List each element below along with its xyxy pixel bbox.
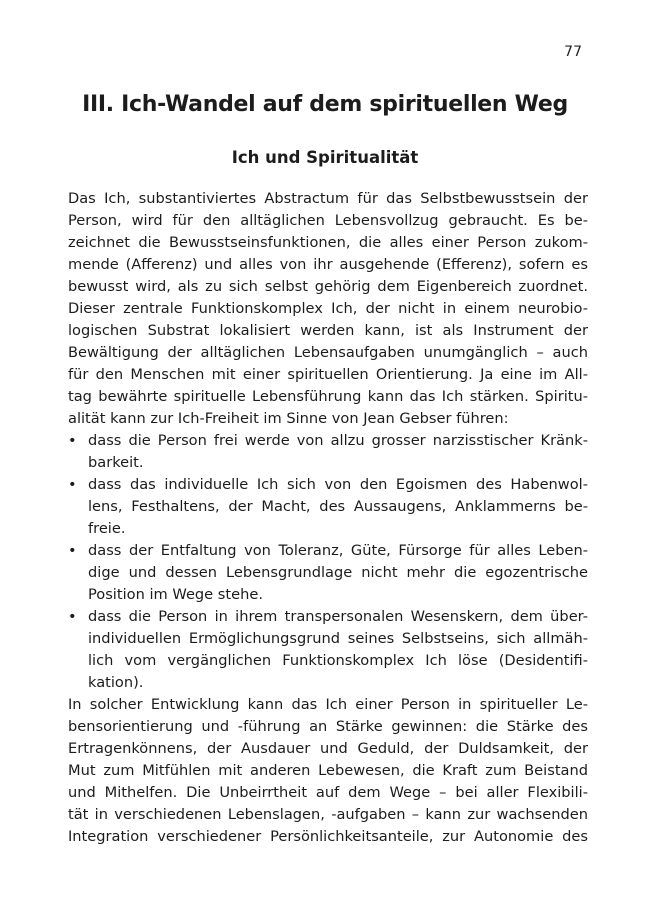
page-number: 77: [564, 44, 582, 60]
paragraph-line: Das Ich, substantiviertes Abstractum für das Selbstbewusstsein der: [68, 190, 588, 207]
list-line: freie.: [88, 520, 126, 537]
paragraph-line: für den Menschen mit einer spirituellen Orientierung. Ja eine im All-: [68, 366, 588, 383]
paragraph-line: Dieser zentrale Funktionskomplex Ich, der nicht in einem neurobio-: [68, 300, 588, 317]
paragraph-line: bewusst wird, als zu sich selbst gehörig dem Eigenbereich zuordnet.: [68, 278, 588, 295]
paragraph-line: tag bewährte spirituelle Lebensführung kann das Ich stärken. Spiritu-: [68, 388, 588, 405]
paragraph-line: und Mithelfen. Die Unbeirrtheit auf dem Wege – bei aller Flexibili-: [68, 784, 588, 801]
bullet-icon: •: [68, 608, 77, 625]
paragraph-line: tät in verschiedenen Lebenslagen, -aufgaben – kann zur wachsenden: [68, 806, 588, 823]
list-line: dige und dessen Lebensgrundlage nicht mehr die egozentrische: [88, 564, 588, 581]
paragraph-line: bensorientierung und -führung an Stärke gewinnen: die Stärke des: [68, 718, 588, 735]
list-item: [68, 540, 588, 606]
list-line-text: dass die Person frei werde von allzu grosser narzisstischer Kränk-: [88, 432, 588, 449]
bullet-list: [68, 430, 588, 694]
list-line: kation).: [88, 674, 144, 691]
list-line: [68, 540, 588, 562]
paragraph-line: Person, wird für den alltäglichen Lebensvollzug gebraucht. Es be-: [68, 212, 588, 229]
paragraph-line: In solcher Entwicklung kann das Ich einer Person in spiritueller Le-: [68, 696, 588, 713]
bullet-icon: •: [68, 476, 77, 493]
paragraph-intro: [68, 188, 588, 430]
list-line-text: dass das individuelle Ich sich von den Egoismen des Habenwol-: [88, 476, 588, 493]
paragraph-line: Bewältigung der alltäglichen Lebensaufgaben unumgänglich – auch: [68, 344, 588, 361]
paragraph-line: alität kann zur Ich-Freiheit im Sinne von Jean Gebser führen:: [68, 410, 509, 427]
paragraph-line: Integration verschiedener Persönlichkeitsanteile, zur Autonomie des: [68, 828, 588, 845]
paragraph-line: mende (Afferenz) und alles von ihr ausgehende (Efferenz), sofern es: [68, 256, 588, 273]
list-item: [68, 474, 588, 540]
bullet-icon: •: [68, 432, 77, 449]
section-title: Ich und Spiritualität: [231, 148, 419, 167]
paragraph-line: Mut zum Mitfühlen mit anderen Lebewesen, die Kraft zum Beistand: [68, 762, 588, 779]
paragraph-line: zeichnet die Bewusstseinsfunktionen, die alles einer Person zukom-: [68, 234, 588, 251]
paragraph-line: Ertragenkönnens, der Ausdauer und Geduld, der Duldsamkeit, der: [68, 740, 588, 757]
list-line: individuellen Ermöglichungsgrund seines Selbstseins, sich allmäh-: [88, 630, 588, 647]
paragraph-line: logischen Substrat lokalisiert werden kann, ist als Instrument der: [68, 322, 588, 339]
list-line: barkeit.: [88, 454, 144, 471]
list-line-text: dass der Entfaltung von Toleranz, Güte, Fürsorge für alles Leben-: [88, 542, 588, 559]
list-line-text: dass die Person in ihrem transpersonalen Wesenskern, dem über-: [88, 608, 588, 625]
list-item: [68, 606, 588, 694]
list-line: [68, 474, 588, 496]
list-line: [68, 606, 588, 628]
list-line: lich vom vergänglichen Funktionskomplex Ich löse (Desidentifi-: [88, 652, 588, 669]
list-line: lens, Festhaltens, der Macht, des Aussaugens, Anklammerns be-: [88, 498, 588, 515]
body-text: [68, 188, 588, 848]
list-line: [68, 430, 588, 452]
list-item: [68, 430, 588, 474]
paragraph-development: [68, 694, 588, 848]
bullet-icon: •: [68, 542, 77, 559]
list-line: Position im Wege stehe.: [88, 586, 263, 603]
chapter-title: III. Ich-Wandel auf dem spirituellen Weg: [82, 92, 568, 117]
